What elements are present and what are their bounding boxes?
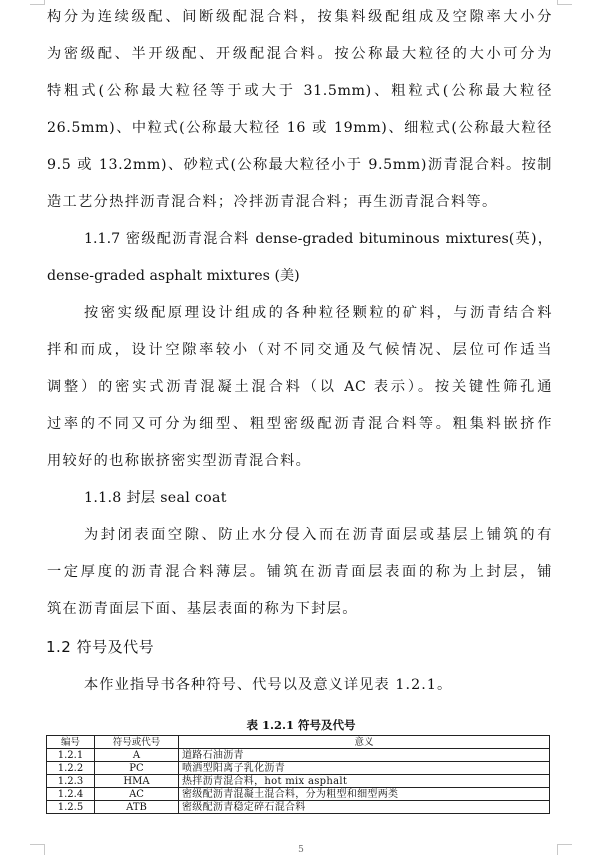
section-12-heading: 1.2 符号及代号 (46, 638, 155, 656)
table-cell-symbol: ATB (95, 801, 179, 814)
table-header-cell: 符号或代号 (95, 736, 179, 749)
crop-mark-top-left (30, 0, 45, 5)
table-caption: 表 1.2.1 符号及代号 (246, 718, 356, 732)
table-header-cell: 意义 (179, 736, 550, 749)
table-cell-meaning: 热拌沥青混合料，hot mix asphalt (179, 775, 550, 788)
table-cell-id: 1.2.3 (47, 775, 95, 788)
table-cell-id: 1.2.4 (47, 788, 95, 801)
table-cell-symbol: PC (95, 762, 179, 775)
table-row (47, 762, 550, 775)
table-cell-meaning: 道路石油沥青 (179, 749, 550, 762)
section-117-heading: 1.1.7 密级配沥青混合料 dense-graded bituminous mixtures(英)， (84, 231, 552, 247)
table-cell-symbol: AC (95, 788, 179, 801)
table-row (47, 788, 550, 801)
paragraph-line: 26.5mm)、中粒式(公称最大粒径 16 或 19mm)、细粒式(公称最大粒径 (47, 120, 552, 136)
paragraph-line: 为封闭表面空隙、防止水分侵入而在沥青面层或基层上铺筑的有 (84, 527, 552, 543)
table-cell-symbol: A (95, 749, 179, 762)
table-header-row (47, 736, 550, 749)
paragraph-line: 拌和而成，设计空隙率较小（对不同交通及气候情况、层位可作适当 (47, 342, 552, 358)
paragraph-line: 为密级配、半开级配、开级配混合料。按公称最大粒径的大小可分为 (47, 46, 552, 62)
paragraph-line: 9.5 或 13.2mm)、砂粒式(公称最大粒径小于 9.5mm)沥青混合料。按制 (47, 157, 552, 173)
table-row (47, 801, 550, 814)
paragraph-line: 过率的不同又可分为细型、粗型密级配沥青混合料等。粗集料嵌挤作 (47, 416, 552, 432)
section-117-heading-cont: dense-graded asphalt mixtures (美) (47, 268, 300, 284)
table-cell-id: 1.2.1 (47, 749, 95, 762)
paragraph-line: 一定厚度的沥青混合料薄层。铺筑在沥青面层表面的称为上封层，铺 (47, 564, 552, 580)
table-header-cell: 编号 (47, 736, 95, 749)
paragraph-line: 造工艺分热拌沥青混合料；冷拌沥青混合料；再生沥青混合料等。 (47, 194, 498, 210)
table-cell-id: 1.2.2 (47, 762, 95, 775)
table-cell-meaning: 密级配沥青稳定碎石混合料 (179, 801, 550, 814)
section-12-intro: 本作业指导书各种符号、代号以及意义详见表 1.2.1。 (84, 677, 453, 693)
paragraph-line: 按密实级配原理设计组成的各种粒径颗粒的矿料，与沥青结合料 (84, 305, 552, 321)
table-cell-id: 1.2.5 (47, 801, 95, 814)
page-number: 5 (298, 845, 304, 855)
table-cell-meaning: 密级配沥青混凝土混合料，分为粗型和细型两类 (179, 788, 550, 801)
table-row (47, 749, 550, 762)
paragraph-line: 特粗式(公称最大粒径等于或大于 31.5mm)、粗粒式(公称最大粒径 (47, 83, 552, 99)
paragraph-line: 构分为连续级配、间断级配混合料，按集料级配组成及空隙率大小分 (47, 9, 552, 25)
paragraph-line: 用较好的也称嵌挤密实型沥青混合料。 (47, 453, 312, 469)
paragraph-line: 筑在沥青面层下面、基层表面的称为下封层。 (47, 601, 358, 617)
table-cell-symbol: HMA (95, 775, 179, 788)
table-cell-meaning: 喷洒型阳离子乳化沥青 (179, 762, 550, 775)
crop-mark-top-right (557, 0, 572, 5)
paragraph-line: 调整）的密实式沥青混凝土混合料（以 AC 表示）。按关键性筛孔通 (47, 379, 552, 395)
section-118-heading: 1.1.8 封层 seal coat (84, 490, 227, 506)
table-row (47, 775, 550, 788)
symbols-table (46, 735, 550, 814)
